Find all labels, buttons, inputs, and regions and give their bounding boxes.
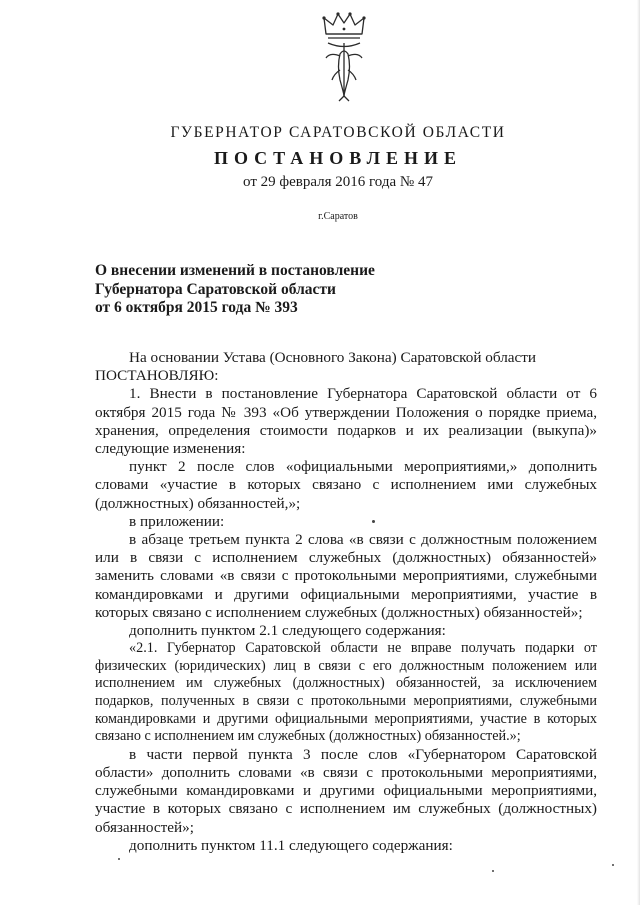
- document-type-title: ПОСТАНОВЛЕНИЕ: [213, 148, 463, 168]
- place-of-issue: г.Саратов: [318, 211, 358, 222]
- body-paragraph-item-1: 1. Внести в постановление Губернатора Саратовской области от 6 октября 2015 года № 393 «Об утверждении Положения о порядке приема, хранения, определения стоимости подарков и их реализации (выкупа)» следующие изменения:: [95, 385, 597, 458]
- issuing-authority: ГУБЕРНАТОР САРАТОВСКОЙ ОБЛАСТИ: [170, 124, 506, 141]
- body-paragraph-point-3: в части первой пункта 3 после слов «Губернатором Саратовской области» дополнить словами «в связи с протокольными мероприятиями, служебными командировками и другими официальными мероприятиями, участие в которых связано с исполнением им служебных (должностных) обязанностей»;: [95, 745, 597, 836]
- scan-speck: [492, 870, 494, 872]
- body-paragraph-point-2-1: «2.1. Губернатор Саратовской области не вправе получать подарки от физических (юридических) лиц в связи с его должностным положением или исполнением им служебных (должностных) обязанностей, за исключением подарков, полученных в связи с протокольными мероприятиями, служебными командировками и другими официальными мероприятиями, участие в которых связано с исполнением им служебных (должностных) обязанностей.»;: [95, 640, 597, 745]
- document-subject: [95, 262, 375, 318]
- subject-line-1: О внесении изменений в постановление: [95, 262, 375, 279]
- body-paragraph-basis: На основании Устава (Основного Закона) Саратовской области: [129, 349, 537, 366]
- body-paragraph-resolve: ПОСТАНОВЛЯЮ:: [95, 367, 219, 385]
- document-date-number: от 29 февраля 2016 года № 47: [243, 174, 433, 190]
- document-body: [95, 349, 597, 855]
- subject-line-2: Губернатора Саратовской области: [95, 280, 336, 298]
- saratov-crown-sterlet-emblem-icon: [318, 10, 370, 102]
- scan-speck: [612, 864, 614, 866]
- scan-speck: [118, 858, 120, 860]
- body-paragraph-add-11-1: дополнить пунктом 11.1 следующего содержания:: [129, 836, 453, 854]
- scan-speck: [372, 520, 375, 523]
- body-paragraph-abzac-3: в абзаце третьем пункта 2 слова «в связи с должностным положением или в связи с исполнением служебных (должностных) обязанностей» заменить словами «в связи с протокольными мероприятиями, служебными командировками и другими официальными мероприятиями, участие в которых связано с исполнением служебных (должностных) обязанностей»;: [95, 531, 597, 621]
- body-paragraph-point-2: пункт 2 после слов «официальными мероприятиями,» дополнить словами «участие в которых связано с исполнением ими служебных (должностных) обязанностей,»;: [95, 458, 597, 512]
- body-paragraph-add-2-1: дополнить пунктом 2.1 следующего содержания:: [129, 622, 446, 640]
- body-paragraph-appendix: в приложении:: [129, 512, 225, 530]
- subject-line-3: от 6 октября 2015 года № 393: [95, 299, 298, 316]
